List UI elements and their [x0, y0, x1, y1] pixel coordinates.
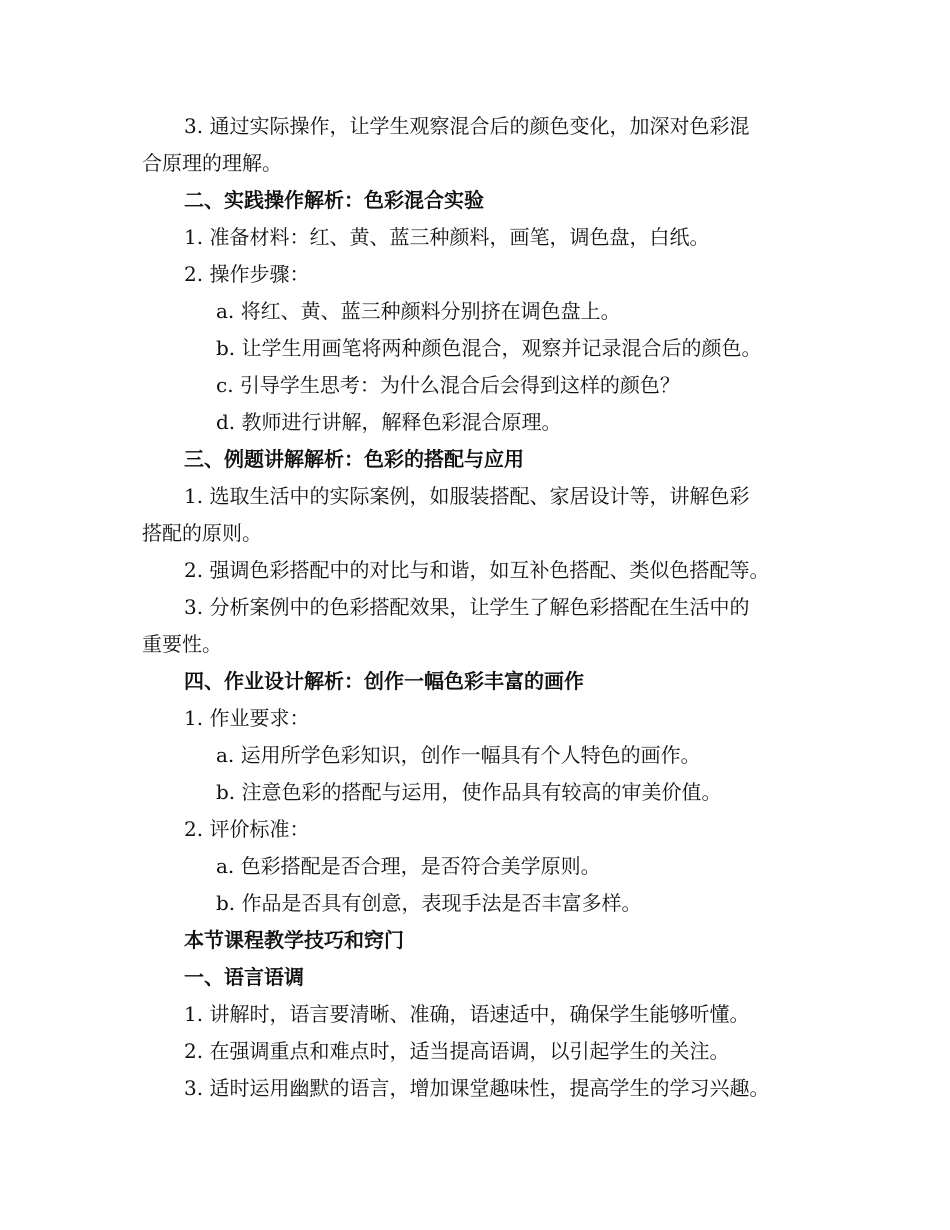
sub-list-item: b. 作品是否具有创意，表现手法是否丰富多样。 — [216, 891, 642, 915]
list-item: 1. 讲解时，语言要清晰、准确，语速适中，确保学生能够听懂。 — [184, 1002, 750, 1026]
section-heading: 一、语言语调 — [184, 965, 304, 989]
section-heading: 二、实践操作解析：色彩混合实验 — [184, 188, 484, 212]
paragraph-line: 合原理的理解。 — [142, 151, 282, 175]
list-item: 3. 适时运用幽默的语言，增加课堂趣味性，提高学生的学习兴趣。 — [184, 1076, 770, 1100]
list-item: 2. 强调色彩搭配中的对比与和谐，如互补色搭配、类似色搭配等。 — [184, 558, 770, 582]
list-item: 3. 分析案例中的色彩搭配效果，让学生了解色彩搭配在生活中的 — [184, 595, 750, 619]
sub-list-item: c. 引导学生思考：为什么混合后会得到这样的颜色？ — [216, 373, 680, 397]
list-item: 1. 选取生活中的实际案例，如服装搭配、家居设计等，讲解色彩 — [184, 484, 750, 508]
sub-list-item: a. 将红、黄、蓝三种颜料分别挤在调色盘上。 — [216, 299, 621, 323]
list-item: 2. 在强调重点和难点时，适当提高语调，以引起学生的关注。 — [184, 1039, 730, 1063]
paragraph-line: 3. 通过实际操作，让学生观察混合后的颜色变化，加深对色彩混 — [184, 114, 750, 138]
sub-list-item: b. 注意色彩的搭配与运用，使作品具有较高的审美价值。 — [216, 780, 722, 804]
list-item: 1. 作业要求： — [184, 706, 310, 730]
list-item: 2. 评价标准： — [184, 817, 310, 841]
sub-list-item: b. 让学生用画笔将两种颜色混合，观察并记录混合后的颜色。 — [216, 336, 762, 360]
list-item: 1. 准备材料：红、黄、蓝三种颜料，画笔，调色盘，白纸。 — [184, 225, 710, 249]
paragraph-line: 搭配的原则。 — [142, 521, 262, 545]
section-heading: 本节课程教学技巧和窍门 — [184, 928, 404, 952]
sub-list-item: a. 运用所学色彩知识，创作一幅具有个人特色的画作。 — [216, 743, 701, 767]
section-heading: 四、作业设计解析：创作一幅色彩丰富的画作 — [184, 669, 584, 693]
section-heading: 三、例题讲解解析：色彩的搭配与应用 — [184, 447, 524, 471]
sub-list-item: d. 教师进行讲解，解释色彩混合原理。 — [216, 410, 562, 434]
paragraph-line: 重要性。 — [142, 632, 222, 656]
sub-list-item: a. 色彩搭配是否合理，是否符合美学原则。 — [216, 854, 601, 878]
list-item: 2. 操作步骤： — [184, 262, 310, 286]
